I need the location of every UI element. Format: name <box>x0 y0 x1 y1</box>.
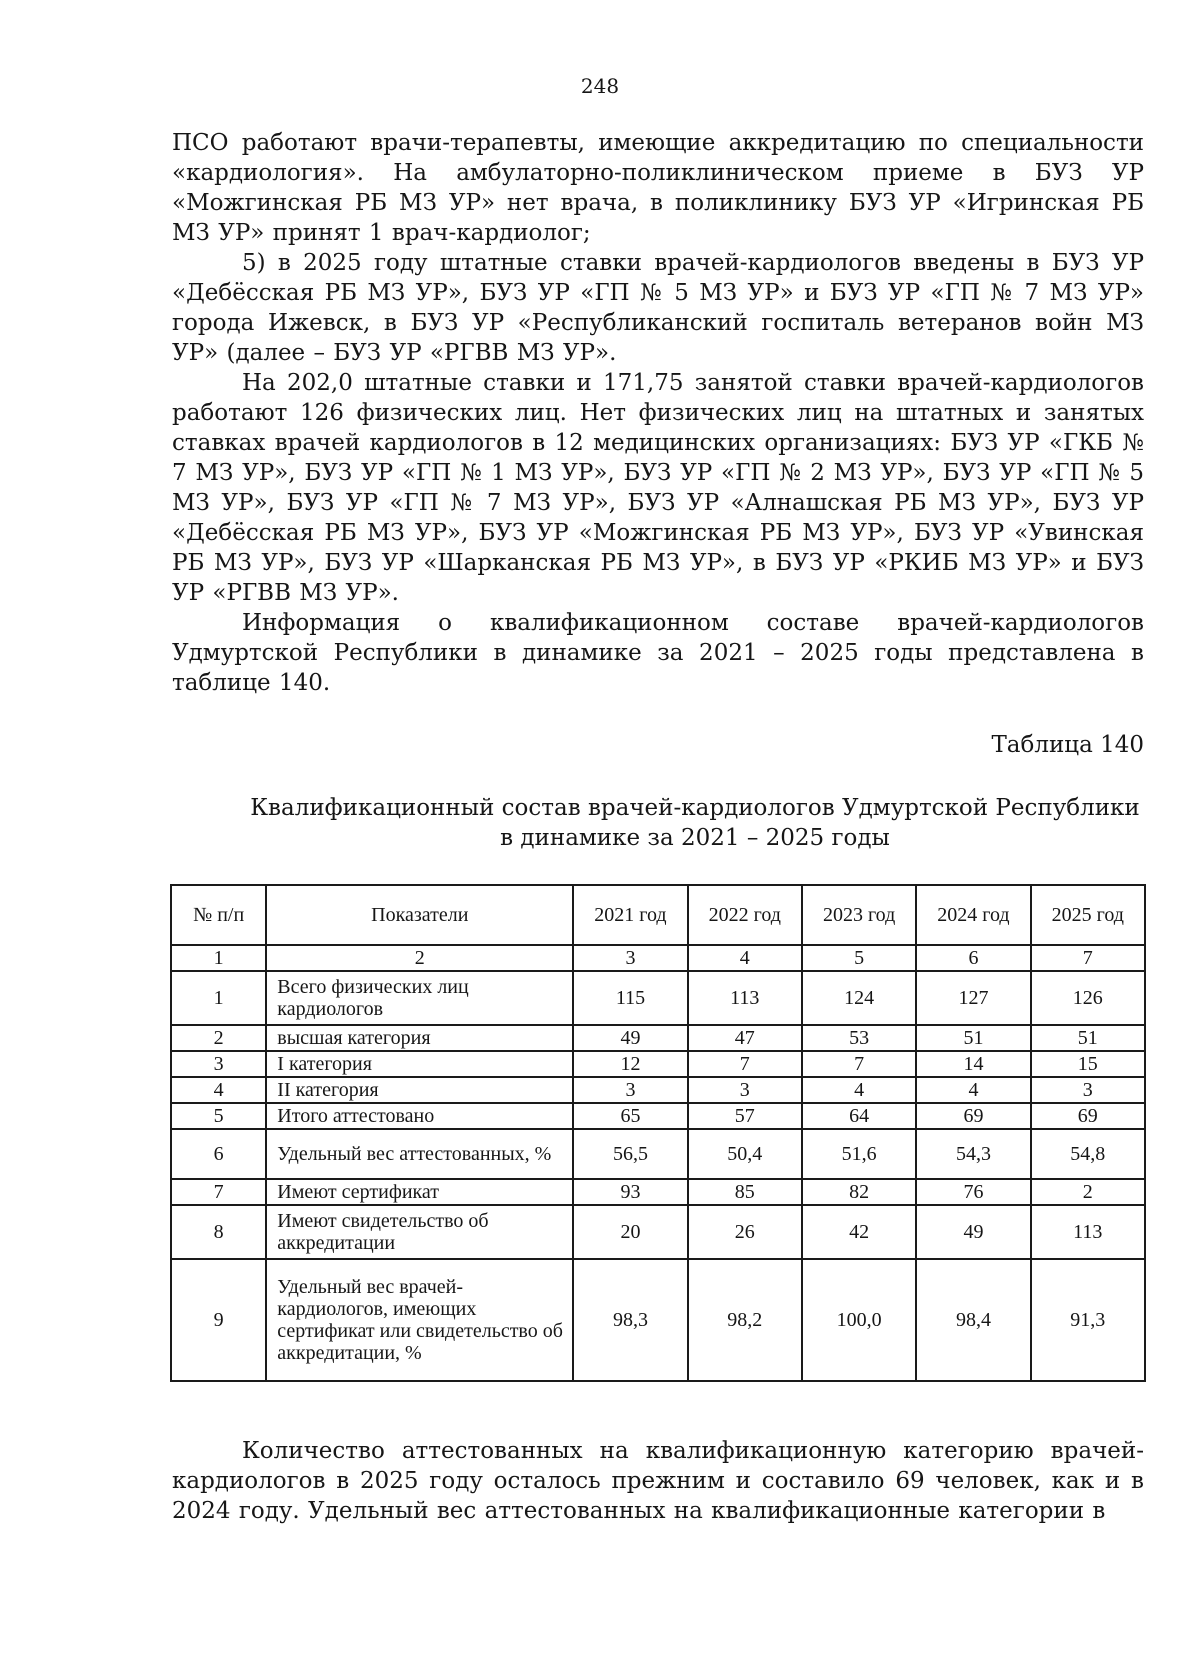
row-number: 1 <box>171 971 266 1025</box>
row-number: 5 <box>171 1103 266 1129</box>
row-value: 42 <box>802 1205 916 1259</box>
paragraph: Количество аттестованных на квалификационную категорию врачей-кардиологов в 2025 году осталось прежним и составило 69 человек, как и в 2024 году. Удельный вес аттестованных на квалификационные категории в <box>172 1438 1144 1524</box>
table-title-line: Квалификационный состав врачей-кардиологов Удмуртской Республики <box>250 795 1140 821</box>
row-indicator: Всего физических лиц кардиологов <box>266 971 573 1025</box>
qualification-table <box>170 884 1146 1382</box>
row-value: 7 <box>802 1051 916 1077</box>
row-value: 93 <box>573 1179 687 1205</box>
row-number: 6 <box>171 1129 266 1179</box>
row-number: 9 <box>171 1259 266 1381</box>
column-number: 4 <box>688 945 802 971</box>
row-value: 47 <box>688 1025 802 1051</box>
header-year: 2024 год <box>916 885 1030 945</box>
row-value: 56,5 <box>573 1129 687 1179</box>
table-row <box>171 1179 1145 1205</box>
row-value: 98,2 <box>688 1259 802 1381</box>
row-value: 3 <box>573 1077 687 1103</box>
row-indicator: Итого аттестовано <box>266 1103 573 1129</box>
table-row <box>171 1205 1145 1259</box>
row-indicator: Удельный вес аттестованных, % <box>266 1129 573 1179</box>
row-value: 50,4 <box>688 1129 802 1179</box>
row-value: 100,0 <box>802 1259 916 1381</box>
row-value: 12 <box>573 1051 687 1077</box>
table-row <box>171 1103 1145 1129</box>
row-value: 14 <box>916 1051 1030 1077</box>
table-row <box>171 971 1145 1025</box>
row-value: 20 <box>573 1205 687 1259</box>
column-number: 5 <box>802 945 916 971</box>
table-label: Таблица 140 <box>991 732 1144 758</box>
header-year: 2022 год <box>688 885 802 945</box>
row-value: 49 <box>916 1205 1030 1259</box>
table-row <box>171 1077 1145 1103</box>
row-indicator: Имеют свидетельство об аккредитации <box>266 1205 573 1259</box>
row-value: 53 <box>802 1025 916 1051</box>
row-value: 127 <box>916 971 1030 1025</box>
row-value: 7 <box>688 1051 802 1077</box>
row-indicator: высшая категория <box>266 1025 573 1051</box>
row-value: 4 <box>802 1077 916 1103</box>
table-row <box>171 1051 1145 1077</box>
header-year: 2025 год <box>1031 885 1145 945</box>
row-value: 69 <box>1031 1103 1145 1129</box>
row-value: 124 <box>802 971 916 1025</box>
table-row <box>171 1025 1145 1051</box>
row-value: 76 <box>916 1179 1030 1205</box>
row-value: 3 <box>688 1077 802 1103</box>
column-number: 2 <box>266 945 573 971</box>
row-number: 8 <box>171 1205 266 1259</box>
header-indicator: Показатели <box>266 885 573 945</box>
table-title-line: в динамике за 2021 – 2025 годы <box>500 825 890 851</box>
row-number: 3 <box>171 1051 266 1077</box>
row-value: 64 <box>802 1103 916 1129</box>
body-text-top <box>172 128 1144 698</box>
column-number-row <box>171 945 1145 971</box>
paragraph: На 202,0 штатные ставки и 171,75 занятой ставки врачей-кардиологов работают 126 физических лиц. Нет физических лиц на штатных и занятых ставках врачей кардиологов в 12 медицинских организациях: БУЗ УР «ГКБ № 7 МЗ УР», БУЗ УР «ГП № 1 МЗ УР», БУЗ УР «ГП № 2 МЗ УР», БУЗ УР «ГП № 5 МЗ УР», БУЗ УР «ГП № 7 МЗ УР», БУЗ УР «Алнашская РБ МЗ УР», БУЗ УР «Дебёсская РБ МЗ УР», БУЗ УР «Можгинская РБ МЗ УР», БУЗ УР «Увинская РБ МЗ УР», БУЗ УР «Шарканская РБ МЗ УР», в БУЗ УР «РКИБ МЗ УР» и БУЗ УР «РГВВ МЗ УР». <box>172 370 1144 606</box>
row-value: 54,8 <box>1031 1129 1145 1179</box>
row-value: 54,3 <box>916 1129 1030 1179</box>
column-number: 7 <box>1031 945 1145 971</box>
table-row <box>171 1259 1145 1381</box>
header-num: № п/п <box>171 885 266 945</box>
row-value: 91,3 <box>1031 1259 1145 1381</box>
row-value: 15 <box>1031 1051 1145 1077</box>
paragraph: ПСО работают врачи-терапевты, имеющие аккредитацию по специальности «кардиология». На амбулаторно-поликлиническом приеме в БУЗ УР «Можгинская РБ МЗ УР» нет врача, в поликлинику БУЗ УР «Игринская РБ МЗ УР» принят 1 врач-кардиолог; <box>172 130 1144 246</box>
row-number: 2 <box>171 1025 266 1051</box>
row-value: 26 <box>688 1205 802 1259</box>
row-value: 65 <box>573 1103 687 1129</box>
row-value: 51 <box>1031 1025 1145 1051</box>
page-number: 248 <box>580 74 620 98</box>
row-value: 51 <box>916 1025 1030 1051</box>
row-indicator: I категория <box>266 1051 573 1077</box>
column-number: 1 <box>171 945 266 971</box>
column-number: 3 <box>573 945 687 971</box>
row-value: 98,4 <box>916 1259 1030 1381</box>
row-number: 7 <box>171 1179 266 1205</box>
row-value: 51,6 <box>802 1129 916 1179</box>
row-value: 82 <box>802 1179 916 1205</box>
header-year: 2021 год <box>573 885 687 945</box>
row-indicator: II категория <box>266 1077 573 1103</box>
row-value: 126 <box>1031 971 1145 1025</box>
row-value: 113 <box>1031 1205 1145 1259</box>
row-value: 2 <box>1031 1179 1145 1205</box>
row-indicator: Удельный вес врачей-кардиологов, имеющих сертификат или свидетельство об аккредитации, % <box>266 1259 573 1381</box>
paragraph: 5) в 2025 году штатные ставки врачей-кардиологов введены в БУЗ УР «Дебёсская РБ МЗ УР», БУЗ УР «ГП № 5 МЗ УР» и БУЗ УР «ГП № 7 МЗ УР» города Ижевск, в БУЗ УР «Республиканский госпиталь ветеранов войн МЗ УР» (далее – БУЗ УР «РГВВ МЗ УР». <box>172 250 1144 366</box>
row-value: 3 <box>1031 1077 1145 1103</box>
body-text-bottom <box>172 1436 1144 1526</box>
row-indicator: Имеют сертификат <box>266 1179 573 1205</box>
table-header-row <box>171 885 1145 945</box>
row-number: 4 <box>171 1077 266 1103</box>
row-value: 69 <box>916 1103 1030 1129</box>
header-year: 2023 год <box>802 885 916 945</box>
table-title <box>230 793 1160 853</box>
column-number: 6 <box>916 945 1030 971</box>
row-value: 113 <box>688 971 802 1025</box>
row-value: 98,3 <box>573 1259 687 1381</box>
paragraph: Информация о квалификационном составе врачей-кардиологов Удмуртской Республики в динамике за 2021 – 2025 годы представлена в таблице 140. <box>172 610 1144 696</box>
row-value: 85 <box>688 1179 802 1205</box>
row-value: 115 <box>573 971 687 1025</box>
row-value: 57 <box>688 1103 802 1129</box>
row-value: 4 <box>916 1077 1030 1103</box>
table-body <box>171 971 1145 1381</box>
row-value: 49 <box>573 1025 687 1051</box>
table-row <box>171 1129 1145 1179</box>
